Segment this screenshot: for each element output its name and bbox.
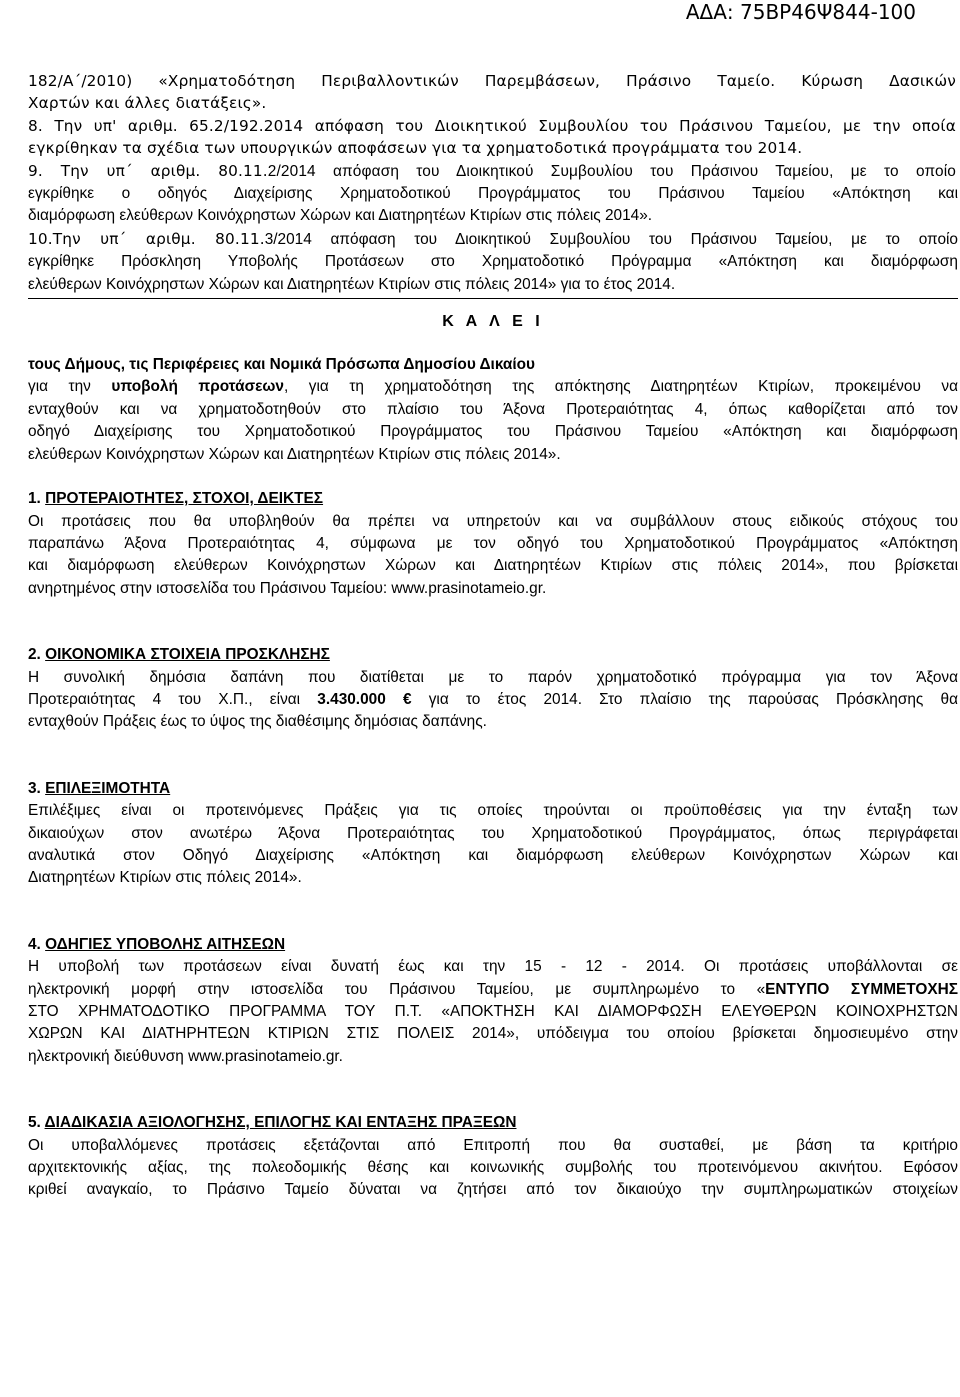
section-4-heading xyxy=(28,934,960,956)
section-3-heading xyxy=(28,778,960,800)
section-1-line-4: ανηρτημένος στην ιστοσελίδα του Πράσινου Ταμείου: www.prasinotameio.gr. xyxy=(28,579,547,597)
section-3-line-1: Επιλέξιμες είναι οι προτεινόμενες Πράξεις για τις οποίες τηρούνται οι προϋποθέσεις για την ένταξη των xyxy=(28,802,958,820)
section-3-line-4: Διατηρητέων Κτιρίων στις πόλεις 2014». xyxy=(28,869,302,887)
section-4-form-name: ΕΝΤΥΠΟ ΣΥΜΜΕΤΟΧΗΣ xyxy=(765,980,958,998)
intro-line-2: ενταχθούν και να χρηματοδοτηθούν στο πλαίσιο του Άξονα Προτεραιότητας 4, όπως καθορίζεται από τον xyxy=(28,400,958,418)
section-4-number: 4. xyxy=(28,935,46,953)
document-body xyxy=(28,70,960,1202)
section-2-heading xyxy=(28,644,960,666)
section-5-number: 5. xyxy=(28,1114,45,1132)
section-2-text-c: για το έτος 2014. Στο πλαίσιο της παρούσας Πρόσκλησης θα xyxy=(411,690,958,708)
section-4-line-4: ΧΩΡΩΝ ΚΑΙ ΔΙΑΤΗΡΗΤΕΩΝ ΚΤΙΡΙΩΝ ΣΤΙΣ ΠΟΛΕΙΣ 2014», υπόδειγμα του οποίου βρίσκεται δημοσιευμένο στην xyxy=(28,1025,958,1043)
kalei-heading: Κ Α Λ Ε Ι xyxy=(442,313,544,331)
legal-references xyxy=(28,70,956,183)
legal-line-7: διαμόρφωση ελεύθερων Κοινόχρηστων Χώρων και Διατηρητέων Κτιρίων στις πόλεις 2014». xyxy=(28,207,653,225)
legal-line-2: Χαρτών και άλλες διατάξεις». xyxy=(28,94,267,113)
legal-line-8-text: 3/2014 απόφαση του Διοικητικού Συμβουλίου του Πράσινου Ταμείου, με το οποίο xyxy=(264,230,958,248)
section-1-heading xyxy=(28,488,960,510)
section-1-title: ΠΡΟΤΕΡΑΙΟΤΗΤΕΣ, ΣΤΟΧΟΙ, ΔΕΙΚΤΕΣ xyxy=(45,490,324,508)
legal-references-cont xyxy=(28,183,958,296)
section-3-number: 3. xyxy=(28,779,46,797)
intro-line-1 xyxy=(28,376,958,398)
section-3-title: ΕΠΙΛΕΞΙΜΟΤΗΤΑ xyxy=(45,779,171,797)
section-2-line-1: Η συνολική δημόσια δαπάνη που διατίθεται με το παρόν χρηματοδοτικό πρόγραμμα για τον Άξονα xyxy=(28,668,958,686)
legal-line-1: 182/Α΄/2010) «Χρηματοδότηση Περιβαλλοντικών Παρεμβάσεων, Πράσινο Ταμείο. Κύρωση Δασικών xyxy=(28,72,956,90)
section-5-line-3: κριθεί αναγκαίο, το Πράσινο Ταμείο δύναται να ζητήσει από τον δικαιούχο την συμπληρωματικών στοιχείων xyxy=(28,1181,958,1199)
ada-code: ΑΔΑ: 75ΒΡ46Ψ844-100 xyxy=(685,0,916,24)
section-2-line-3: ενταχθούν Πράξεις έως το ύψος της διαθέσιμης δημόσιας δαπάνης. xyxy=(28,713,487,731)
section-5-line-2: αρχιτεκτονικής αξίας, της πολεοδομικής θέσης και κοινωνικής συμβολής του προτεινόμενου ακινήτου. Εφόσον xyxy=(28,1159,958,1177)
legal-line-4: εγκρίθηκαν τα σχέδια των υπουργικών αποφάσεων για τα χρηματοδοτικά προγράμματα του 2014. xyxy=(28,139,803,158)
legal-line-5-ref: 9. Την υπ΄ αριθμ. 80.11. xyxy=(28,161,268,180)
section-4-text-a: ηλεκτρονική μορφή στην ιστοσελίδα του Πράσινου Ταμείου, με συμπληρωμένο το « xyxy=(28,980,766,998)
section-5-line-1: Οι υποβαλλόμενες προτάσεις εξετάζονται από Επιτροπή που θα συσταθεί, με βάση τα κριτήριο xyxy=(28,1136,958,1154)
section-5-title: ΔΙΑΔΙΚΑΣΙΑ ΑΞΙΟΛΟΓΗΣΗΣ, ΕΠΙΛΟΓΗΣ ΚΑΙ ΕΝΤΑΞΗΣ ΠΡΑΞΕΩΝ xyxy=(44,1114,517,1132)
section-2-number: 2. xyxy=(28,646,46,664)
section-3-line-3: αναλυτικά στον Οδηγό Διαχείρισης «Απόκτηση και διαμόρφωση ελεύθερων Κοινόχρηστων Χώρων και xyxy=(28,846,958,864)
legal-line-3: 8. Την υπ' αριθμ. 65.2/192.2014 απόφαση του Διοικητικού Συμβουλίου του Πράσινου Ταμείου, με την οποία xyxy=(28,116,956,135)
section-4-line-5: ηλεκτρονική διεύθυνση www.prasinotameio.gr. xyxy=(28,1047,343,1065)
intro-paragraph xyxy=(28,376,958,466)
legal-line-5-text: 2/2014 απόφαση του Διοικητικού Συμβουλίου του Πράσινου Ταμείου, με το οποίο xyxy=(267,162,957,180)
section-1-line-1: Οι προτάσεις που θα υποβληθούν θα πρέπει να υπηρετούν και να συμβάλλουν στους ειδικούς στόχους του xyxy=(28,512,958,530)
intro-line-4: ελεύθερων Κοινόχρηστων Χώρων και Διατηρητέων Κτιρίων στις πόλεις 2014». xyxy=(28,445,561,463)
legal-line-8 xyxy=(28,228,958,251)
section-1-line-2: παραπάνω Άξονα Προτεραιότητας 4, σύμφωνα με τον οδηγό του Χρηματοδοτικού Προγράμματος «Απόκτηση xyxy=(28,534,958,552)
section-2-text-a: Προτεραιότητας 4 του Χ.Π., είναι xyxy=(28,690,318,708)
section-3-line-2: δικαιούχων στον ανωτέρω Άξονα Προτεραιότητας του Χρηματοδοτικού Προγράμματος, όπως περιγράφεται xyxy=(28,824,958,842)
section-4-title: ΟΔΗΓΙΕΣ ΥΠΟΒΟΛΗΣ ΑΙΤΗΣΕΩΝ xyxy=(45,935,286,953)
legal-line-9: εγκρίθηκε Πρόσκληση Υποβολής Προτάσεων στο Χρηματοδοτικό Πρόγραμμα «Απόκτηση και διαμόρφωση xyxy=(28,253,958,271)
intro-text-bold: υποβολή προτάσεων xyxy=(111,378,284,396)
intro-line-3: οδηγό Διαχείρισης του Χρηματοδοτικού Προγράμματος του Πράσινου Ταμείου «Απόκτηση και διαμόρφωση xyxy=(28,423,958,441)
section-4-line-3: ΣΤΟ ΧΡΗΜΑΤΟΔΟΤΙΚΟ ΠΡΟΓΡΑΜΜΑ ΤΟΥ Π.Τ. «ΑΠΟΚΤΗΣΗ ΚΑΙ ΔΙΑΜΟΡΦΩΣΗ ΕΛΕΥΘΕΡΩΝ ΚΟΙΝΟΧΡΗΣΤΩΝ xyxy=(28,1003,958,1020)
intro-text-c: , για τη χρηματοδότηση της απόκτησης Διατηρητέων Κτιρίων, προκειμένου να xyxy=(283,378,958,396)
section-1-body xyxy=(28,511,958,601)
legal-line-6: εγκρίθηκε ο οδηγός Διαχείρισης Χρηματοδοτικού Προγράμματος του Πράσινου Ταμείου «Απόκτηση και xyxy=(28,185,958,203)
addressees-line: τους Δήμους, τις Περιφέρειες και Νομικά Πρόσωπα Δημοσίου Δικαίου xyxy=(28,356,535,374)
section-2-line-2 xyxy=(28,689,958,711)
section-2-title: ΟΙΚΟΝΟΜΙΚΑ ΣΤΟΙΧΕΙΑ ΠΡΟΣΚΛΗΣΗΣ xyxy=(45,646,330,664)
section-5-heading xyxy=(28,1112,960,1134)
section-2-body xyxy=(28,667,958,734)
section-4-body xyxy=(28,956,958,1068)
section-4-line-2 xyxy=(28,979,958,1001)
section-1-line-3: και διαμόρφωση ελεύθερων Κοινόχρηστων Χώρων και Διατηρητέων Κτιρίων στις πόλεις 2014», που βρίσκεται xyxy=(28,557,958,575)
section-2-amount: 3.430.000 € xyxy=(317,690,412,708)
intro-text-a: για την xyxy=(28,378,112,396)
legal-line-5 xyxy=(28,160,956,183)
legal-line-8-ref: 10.Την υπ΄ αριθμ. 80.11. xyxy=(28,229,265,248)
section-5-body xyxy=(28,1135,958,1202)
section-3-body xyxy=(28,800,958,890)
legal-line-10: ελεύθερων Κοινόχρηστων Χώρων και Διατηρητέων Κτιρίων στις πόλεις 2014» για το έτος 2014. xyxy=(28,275,676,293)
section-1-number: 1. xyxy=(28,490,46,508)
section-4-line-1: Η υποβολή των προτάσεων είναι δυνατή έως και την 15 - 12 - 2014. Οι προτάσεις υποβάλλονται σε xyxy=(28,958,958,976)
